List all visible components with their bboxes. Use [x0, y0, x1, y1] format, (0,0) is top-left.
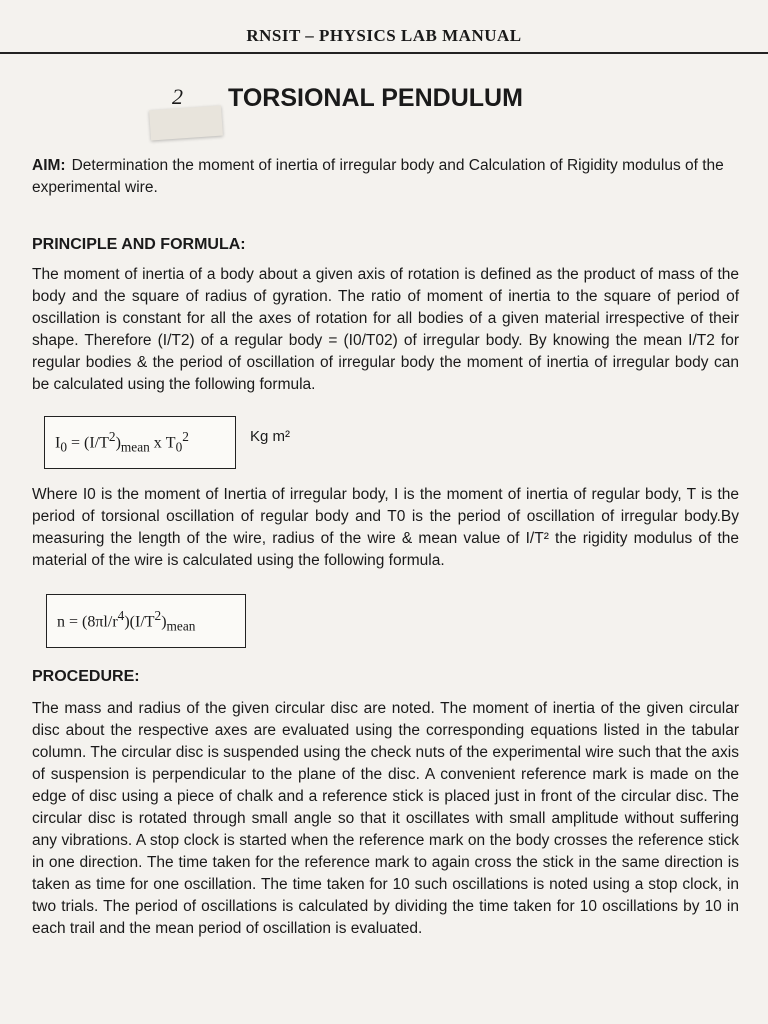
inertia-formula: $I_0 = (I/T^2)_{mean}$ x $T_0^2$ — [55, 429, 189, 455]
page-number: 2 — [172, 84, 183, 109]
where-paragraph: Where I0 is the moment of Inertia of irregular body, I is the moment of inertia of regular body, T is the period of torsional oscillation of regular body and T0 is the period of oscillation of irregular body.By measuring the length of the wire, radius of the wire & mean value of I/T² the rigidity modulus of the material of the wire is calculated using the following formula. — [32, 486, 739, 569]
procedure-paragraph: The mass and radius of the given circular disc are noted. The moment of inertia of the given circular disc about the respective axes are evaluated using the corresponding equations listed in the tabular column. The circular disc is suspended using the check nuts of the experimental wire such that the axis of suspension is perpendicular to the plane of the disc. A convenient reference mark is made on the edge of disc using a piece of chalk and a reference stick is placed just in front of the circular disc. The circular disc is rotated through small angle so that it oscillates with small amplitude without suffering any vibrations. A stop clock is started when the reference mark on the body crosses the reference stick in one direction. The time taken for the reference mark to again cross the stick in the same direction is taken as time for one oscillation. The time taken for 10 such oscillations is noted using a stop clock, in two trials. The period of oscillations is calculated by dividing the time taken for 10 oscillations by 10 in each trail and the mean period of oscillation is evaluated. — [32, 700, 739, 937]
aim-paragraph — [32, 155, 739, 199]
inertia-formula-box — [44, 416, 236, 469]
rigidity-formula-box — [46, 594, 246, 648]
header-divider — [0, 52, 768, 54]
aim-text: Determination the moment of inertia of irregular body and Calculation of Rigidity modulus of the experimental wire. — [32, 157, 724, 196]
rigidity-formula: $n = (8\pi l/r^4)(I/T^2)_{mean}$ — [57, 607, 196, 634]
principle-paragraph: The moment of inertia of a body about a given axis of rotation is defined as the product of mass of the body and the square of radius of gyration. The ratio of moment of inertia to the square of period of oscillation is constant for all the axes of rotation for all bodies of a given material irrespective of their shape. Therefore (I/T2) of a regular body = (I0/T02) of irregular body. By knowing the mean I/T2 for regular bodies & the period of oscillation of irregular body the moment of inertia of irregular body can be calculated using the following formula. — [32, 266, 739, 393]
aim-label: AIM: — [32, 157, 66, 174]
principle-heading: PRINCIPLE AND FORMULA: — [32, 236, 246, 253]
page-header: RNSIT – PHYSICS LAB MANUAL — [246, 26, 522, 45]
formula-units: Kg m² — [250, 428, 291, 445]
tape-strip — [149, 106, 223, 141]
page-title: TORSIONAL PENDULUM — [228, 84, 523, 112]
procedure-heading: PROCEDURE: — [32, 668, 140, 685]
